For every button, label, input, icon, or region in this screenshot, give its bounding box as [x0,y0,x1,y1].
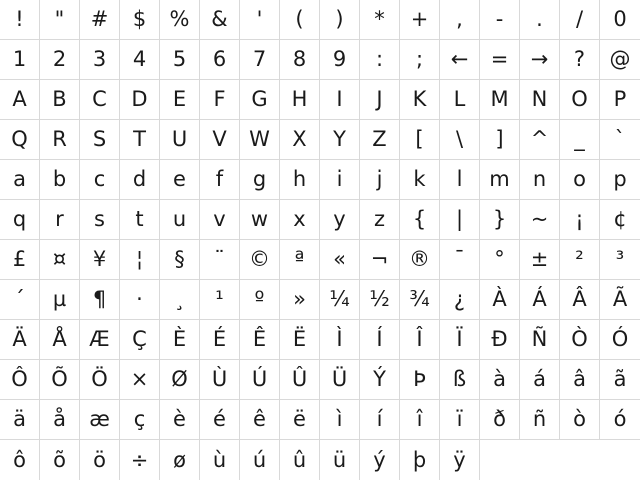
glyph-cell[interactable]: § [160,240,200,280]
glyph-cell-empty [520,440,560,480]
glyph-cell[interactable]: & [200,0,240,40]
glyph-cell[interactable]: W [240,120,280,160]
glyph-cell[interactable]: ³ [600,240,640,280]
glyph-cell[interactable]: = [480,40,520,80]
glyph-cell[interactable]: Ø [160,360,200,400]
glyph-cell[interactable]: Ç [120,320,160,360]
glyph-cell[interactable]: à [480,360,520,400]
glyph-cell[interactable]: { [400,200,440,240]
glyph-cell[interactable]: ` [600,120,640,160]
glyph-cell[interactable]: © [240,240,280,280]
glyph-cell[interactable]: l [440,160,480,200]
glyph-cell[interactable]: ( [280,0,320,40]
glyph-cell[interactable]: B [40,80,80,120]
glyph-cell[interactable]: ¿ [440,280,480,320]
glyph-cell[interactable]: Ä [0,320,40,360]
glyph-cell[interactable]: c [80,160,120,200]
glyph-cell[interactable]: û [280,440,320,480]
glyph-cell[interactable]: ¯ [440,240,480,280]
glyph-cell[interactable]: ² [560,240,600,280]
glyph-cell[interactable]: « [320,240,360,280]
glyph-cell[interactable]: H [280,80,320,120]
glyph-cell[interactable]: J [360,80,400,120]
glyph-cell[interactable]: À [480,280,520,320]
glyph-cell[interactable]: | [440,200,480,240]
glyph-cell[interactable]: h [280,160,320,200]
glyph-cell[interactable]: _ [560,120,600,160]
glyph-cell[interactable]: ¼ [320,280,360,320]
glyph-cell[interactable]: R [40,120,80,160]
glyph-cell[interactable]: ë [280,400,320,440]
glyph-cell[interactable]: ¹ [200,280,240,320]
glyph-cell[interactable]: # [80,0,120,40]
glyph-cell[interactable]: y [320,200,360,240]
glyph-cell[interactable]: ¨ [200,240,240,280]
glyph-cell[interactable]: ÷ [120,440,160,480]
glyph-cell[interactable]: ó [600,400,640,440]
glyph-cell[interactable]: ¥ [80,240,120,280]
glyph-cell[interactable]: z [360,200,400,240]
glyph-cell[interactable]: t [120,200,160,240]
glyph-cell[interactable]: Q [0,120,40,160]
glyph-cell[interactable]: ò [560,400,600,440]
glyph-cell[interactable]: Ó [600,320,640,360]
glyph-cell[interactable]: æ [80,400,120,440]
glyph-cell[interactable]: ; [400,40,440,80]
glyph-cell[interactable]: i [320,160,360,200]
glyph-cell[interactable]: þ [400,440,440,480]
glyph-cell[interactable]: r [40,200,80,240]
glyph-cell[interactable]: - [480,0,520,40]
glyph-cell[interactable]: C [80,80,120,120]
glyph-cell[interactable]: 1 [0,40,40,80]
glyph-cell[interactable]: F [200,80,240,120]
glyph-cell[interactable]: S [80,120,120,160]
glyph-cell[interactable]: Õ [40,360,80,400]
glyph-cell[interactable]: } [480,200,520,240]
glyph-cell[interactable]: I [320,80,360,120]
glyph-cell[interactable]: N [520,80,560,120]
glyph-cell[interactable]: È [160,320,200,360]
glyph-cell-empty [600,440,640,480]
glyph-cell[interactable]: u [160,200,200,240]
glyph-cell[interactable]: s [80,200,120,240]
glyph-cell[interactable]: ¶ [80,280,120,320]
glyph-cell[interactable]: Ê [240,320,280,360]
glyph-cell[interactable]: Ô [0,360,40,400]
glyph-cell[interactable]: w [240,200,280,240]
glyph-cell[interactable]: k [400,160,440,200]
glyph-cell[interactable]: V [200,120,240,160]
glyph-cell[interactable]: 9 [320,40,360,80]
glyph-cell[interactable]: Û [280,360,320,400]
glyph-cell[interactable]: é [200,400,240,440]
glyph-cell[interactable]: õ [40,440,80,480]
glyph-cell[interactable]: d [120,160,160,200]
glyph-cell[interactable]: ~ [520,200,560,240]
glyph-cell[interactable]: m [480,160,520,200]
glyph-cell[interactable]: ? [560,40,600,80]
glyph-cell[interactable]: K [400,80,440,120]
glyph-cell[interactable]: ' [240,0,280,40]
glyph-cell[interactable]: Þ [400,360,440,400]
glyph-cell[interactable]: Æ [80,320,120,360]
glyph-cell[interactable]: è [160,400,200,440]
glyph-cell[interactable]: ª [280,240,320,280]
glyph-cell[interactable]: ÿ [440,440,480,480]
glyph-cell[interactable]: ^ [520,120,560,160]
glyph-cell[interactable]: ï [440,400,480,440]
glyph-cell[interactable]: ü [320,440,360,480]
glyph-cell[interactable]: 5 [160,40,200,80]
glyph-cell[interactable]: a [0,160,40,200]
glyph-cell[interactable]: / [560,0,600,40]
glyph-cell[interactable]: ¸ [160,280,200,320]
glyph-cell[interactable]: M [480,80,520,120]
glyph-cell[interactable]: ¾ [400,280,440,320]
glyph-cell[interactable]: T [120,120,160,160]
glyph-cell[interactable]: j [360,160,400,200]
glyph-cell[interactable]: " [40,0,80,40]
glyph-cell[interactable]: D [120,80,160,120]
glyph-cell[interactable]: $ [120,0,160,40]
glyph-cell[interactable]: ô [0,440,40,480]
glyph-cell[interactable]: ä [0,400,40,440]
glyph-cell[interactable]: â [560,360,600,400]
glyph-cell[interactable]: Î [400,320,440,360]
glyph-cell[interactable]: p [600,160,640,200]
glyph-cell[interactable]: Ò [560,320,600,360]
glyph-cell[interactable]: ¢ [600,200,640,240]
glyph-cell[interactable]: ´ [0,280,40,320]
glyph-cell[interactable]: ø [160,440,200,480]
glyph-cell[interactable]: G [240,80,280,120]
glyph-cell[interactable]: , [440,0,480,40]
glyph-cell[interactable]: e [160,160,200,200]
glyph-cell[interactable]: E [160,80,200,120]
glyph-cell[interactable]: P [600,80,640,120]
glyph-cell[interactable]: ½ [360,280,400,320]
glyph-cell[interactable]: ¬ [360,240,400,280]
glyph-cell[interactable]: ê [240,400,280,440]
glyph-cell[interactable]: O [560,80,600,120]
glyph-cell[interactable]: » [280,280,320,320]
glyph-cell[interactable]: \ [440,120,480,160]
glyph-cell[interactable]: ± [520,240,560,280]
glyph-cell[interactable]: º [240,280,280,320]
glyph-cell[interactable]: µ [40,280,80,320]
glyph-cell[interactable]: @ [600,40,640,80]
glyph-cell[interactable]: Ú [240,360,280,400]
glyph-cell[interactable]: £ [0,240,40,280]
glyph-cell[interactable]: 3 [80,40,120,80]
glyph-cell[interactable]: ã [600,360,640,400]
glyph-cell[interactable]: Ï [440,320,480,360]
glyph-cell[interactable]: ý [360,440,400,480]
glyph-cell[interactable]: × [120,360,160,400]
glyph-cell-empty [560,440,600,480]
glyph-cell[interactable]: * [360,0,400,40]
glyph-cell[interactable]: 6 [200,40,240,80]
glyph-cell[interactable]: U [160,120,200,160]
glyph-cell[interactable]: ç [120,400,160,440]
glyph-cell[interactable]: Ý [360,360,400,400]
glyph-cell[interactable]: á [520,360,560,400]
glyph-cell[interactable]: ù [200,440,240,480]
glyph-cell[interactable]: ° [480,240,520,280]
glyph-cell[interactable]: 2 [40,40,80,80]
glyph-cell[interactable]: å [40,400,80,440]
glyph-cell[interactable]: Ã [600,280,640,320]
glyph-cell[interactable]: A [0,80,40,120]
glyph-cell[interactable]: · [120,280,160,320]
glyph-cell[interactable]: Ð [480,320,520,360]
glyph-cell[interactable]: b [40,160,80,200]
glyph-cell[interactable]: í [360,400,400,440]
glyph-cell[interactable]: 0 [600,0,640,40]
glyph-cell[interactable]: ß [440,360,480,400]
glyph-cell[interactable]: ì [320,400,360,440]
glyph-cell[interactable]: o [560,160,600,200]
glyph-cell[interactable]: q [0,200,40,240]
glyph-cell[interactable]: → [520,40,560,80]
glyph-cell[interactable]: L [440,80,480,120]
glyph-cell[interactable]: Z [360,120,400,160]
glyph-cell[interactable]: X [280,120,320,160]
glyph-cell[interactable]: v [200,200,240,240]
glyph-cell[interactable]: n [520,160,560,200]
glyph-cell[interactable]: î [400,400,440,440]
glyph-cell[interactable]: 8 [280,40,320,80]
glyph-cell[interactable]: % [160,0,200,40]
glyph-cell[interactable]: Ü [320,360,360,400]
glyph-cell[interactable]: 4 [120,40,160,80]
glyph-cell[interactable]: . [520,0,560,40]
glyph-cell[interactable]: ð [480,400,520,440]
glyph-cell[interactable]: Á [520,280,560,320]
glyph-cell[interactable]: 7 [240,40,280,80]
glyph-cell[interactable]: Y [320,120,360,160]
glyph-cell[interactable]: f [200,160,240,200]
glyph-cell[interactable]: ¦ [120,240,160,280]
glyph-cell[interactable]: Í [360,320,400,360]
glyph-cell[interactable]: x [280,200,320,240]
glyph-cell[interactable]: Å [40,320,80,360]
glyph-cell[interactable]: Ë [280,320,320,360]
glyph-cell[interactable]: ñ [520,400,560,440]
glyph-cell[interactable]: Ù [200,360,240,400]
glyph-cell[interactable]: Â [560,280,600,320]
glyph-cell[interactable]: + [400,0,440,40]
glyph-cell[interactable]: ← [440,40,480,80]
glyph-cell[interactable]: g [240,160,280,200]
glyph-cell[interactable]: [ [400,120,440,160]
glyph-cell[interactable]: Ì [320,320,360,360]
glyph-cell-empty [480,440,520,480]
glyph-cell[interactable]: ! [0,0,40,40]
glyph-cell[interactable]: ö [80,440,120,480]
glyph-cell[interactable]: ¡ [560,200,600,240]
glyph-cell[interactable]: ] [480,120,520,160]
glyph-cell[interactable]: ú [240,440,280,480]
glyph-cell[interactable]: Ö [80,360,120,400]
glyph-cell[interactable]: É [200,320,240,360]
glyph-cell[interactable]: : [360,40,400,80]
glyph-cell[interactable]: ) [320,0,360,40]
glyph-cell[interactable]: Ñ [520,320,560,360]
glyph-cell[interactable]: ¤ [40,240,80,280]
glyph-cell[interactable]: ® [400,240,440,280]
